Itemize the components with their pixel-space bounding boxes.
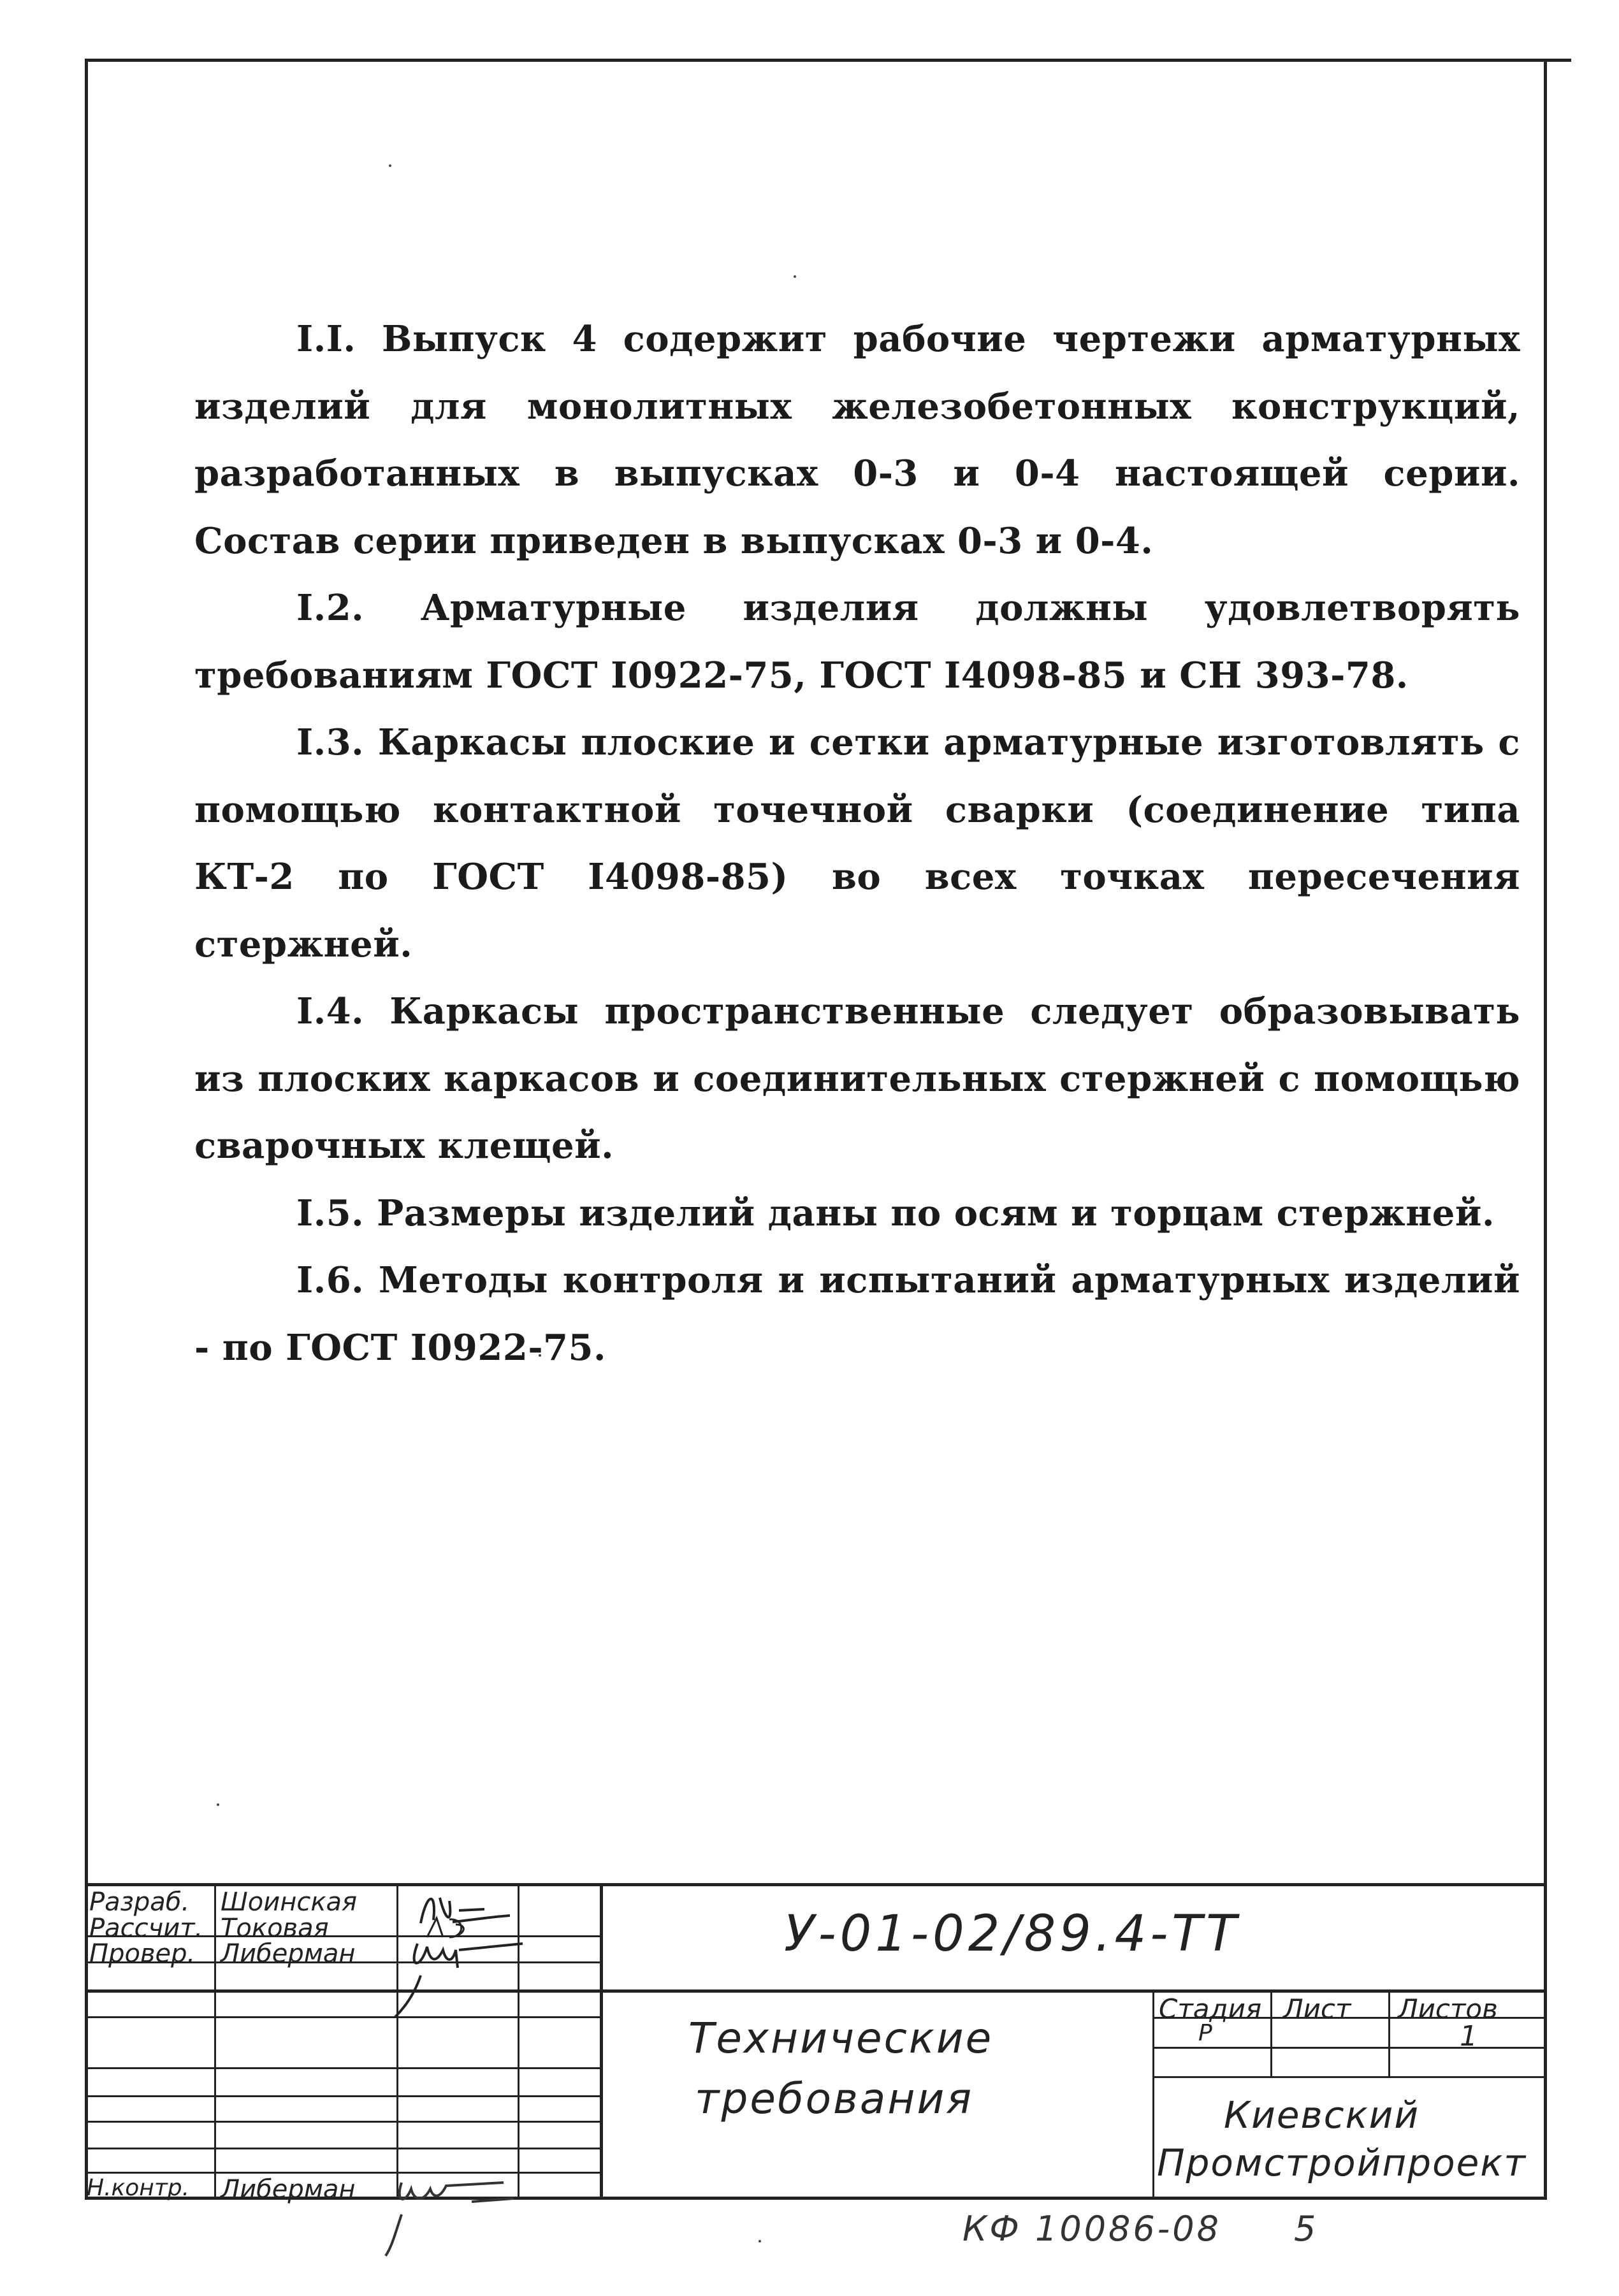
stamp-row-line [85,2067,600,2069]
stamp-col-line [1270,1989,1272,2076]
stage-value: Р [1198,2020,1212,2046]
paragraph-1-4: I.4. Каркасы пространственные следует образовывать из плоских каркасов и соединительных стержней с помощью сварочных клещей. [194,990,1520,1167]
page-mark: 5 [1294,2209,1319,2249]
name-calculated: Токовая [221,1914,329,1943]
stamp-row-line [85,2121,600,2123]
stamp-row-line [1152,2076,1547,2078]
paragraph-1-6: I.6. Методы контроля и испытаний арматурных изделий - по ГОСТ I0922-75. [194,1259,1520,1369]
speck [759,2240,761,2242]
document-designation: У-01-02/89.4-ТТ [784,1905,1240,1963]
signature-norm-control [376,2163,529,2259]
paragraph-1-1: I.I. Выпуск 4 содержит рабочие чертежи арматурных изделий для монолитных железобетонных конструкций, разработанных в выпусках 0-3 и 0-4 настоящей серии. Состав серии приведен в выпусках 0-3 и 0-4. [194,318,1520,562]
role-developed: Разраб. [89,1888,190,1917]
stamp-row-line [1152,2047,1547,2049]
stamp-row-line [85,1989,1547,1993]
stamp-col-line [214,1883,216,2200]
role-norm-control: Н.контр. [87,2175,190,2201]
stage-header: Стадия [1159,1993,1262,2025]
name-norm-control: Либерман [221,2175,356,2204]
speck [389,164,391,167]
stamp-col-line [1388,1989,1390,2076]
speck [794,275,796,278]
document-title-line2: требования [695,2074,974,2123]
document-title-line1: Технические [688,2014,994,2063]
paragraph-1-5: I.5. Размеры изделий даны по осям и торцам стержней. [296,1192,1495,1234]
organization-line1: Киевский [1224,2093,1420,2137]
name-developed: Шоинская [221,1888,358,1917]
role-calculated: Рассчит. [89,1914,203,1943]
sheets-value: 1 [1460,2020,1477,2053]
sheet-header: Лист [1283,1993,1351,2025]
archive-code: КФ 10086-08 [962,2209,1221,2249]
frame-top-line-extension [1546,59,1571,62]
sheets-header: Листов [1398,1993,1498,2025]
name-checked: Либерман [221,1939,356,1968]
stamp-row-line [85,2095,600,2097]
paragraph-1-2: I.2. Арматурные изделия должны удовлетворять требованиям ГОСТ I0922-75, ГОСТ I4098-85 и СН 393-78. [194,587,1520,697]
stamp-row-line [85,2148,600,2149]
stamp-col-line [600,1883,603,2200]
paragraph-1-3: I.3. Каркасы плоские и сетки арматурные изготовлять с помощью контактной точечной сварки (соединение типа КТ-2 по ГОСТ I4098-85) во всех точках пересечения стержней. [194,721,1520,965]
technical-requirements-body [194,306,1520,1382]
signature-checked [382,1931,529,2020]
organization-line2: Промстройпроект [1157,2141,1527,2184]
stamp-col-line [1152,1989,1154,2200]
role-checked: Провер. [89,1939,196,1968]
speck [217,1803,219,1806]
